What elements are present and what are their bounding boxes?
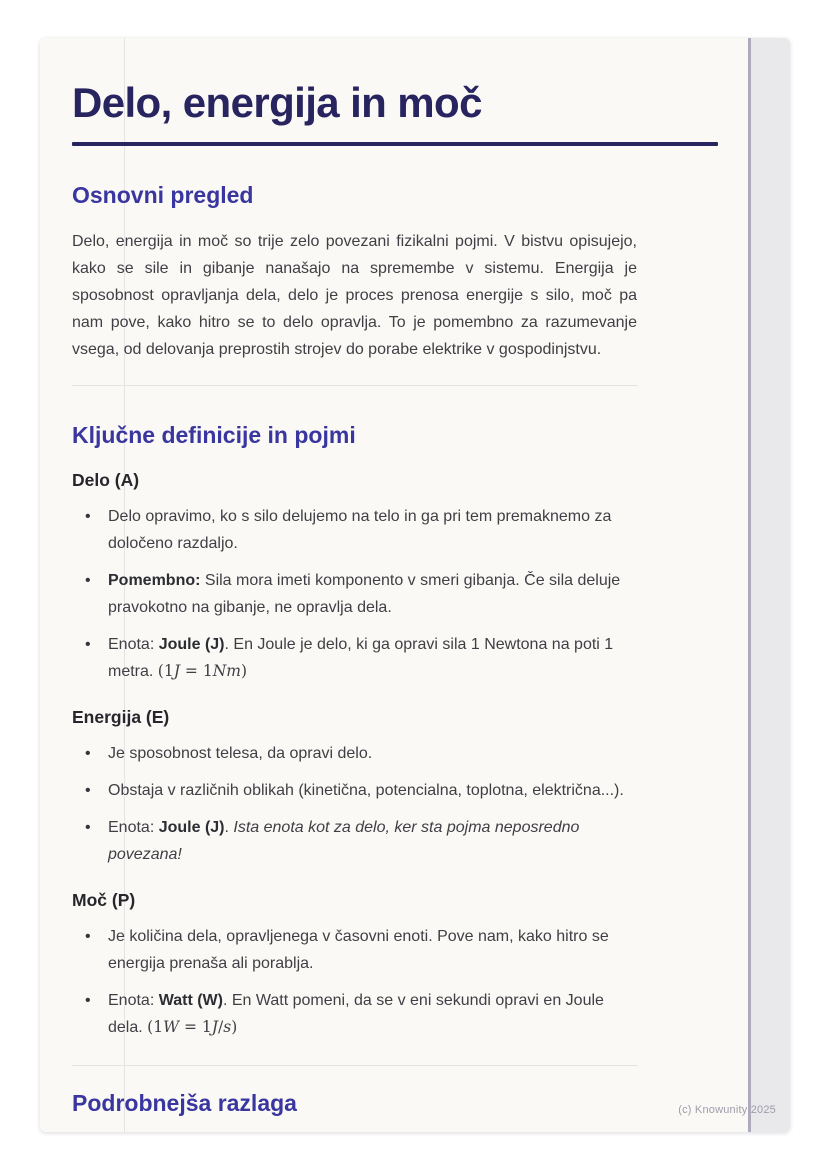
document-content	[40, 38, 790, 1117]
copyright-footer: (c) Knowunity 2025	[678, 1104, 776, 1116]
list-item	[84, 777, 629, 804]
text-segment: (1W = 1J/s)	[147, 1018, 238, 1037]
document-title: Delo, energija in moč	[72, 79, 482, 126]
section-heading-details: Podrobnejša razlaga	[72, 1090, 297, 1117]
text-segment: Je količina dela, opravljenega v časovni enoti. Pove nam, kako hitro se energija prenaša ali porablja.	[108, 928, 609, 973]
section-heading-overview: Osnovni pregled	[72, 181, 254, 208]
text-segment: Enota:	[108, 992, 159, 1010]
text-segment: Enota:	[108, 636, 159, 654]
section-heading-definitions: Ključne definicije in pojmi	[72, 421, 356, 448]
subheading-delo: Delo (A)	[72, 470, 140, 491]
text-segment: Je sposobnost telesa, da opravi delo.	[108, 745, 373, 763]
text-segment: Joule (J)	[158, 636, 225, 654]
document-page	[40, 38, 790, 1132]
list-item	[84, 503, 629, 557]
text-segment: .	[224, 819, 234, 837]
subheading-energija: Energija (E)	[72, 707, 170, 728]
section-divider	[72, 1065, 638, 1066]
list-item	[84, 814, 629, 868]
text-segment: Watt (W)	[158, 992, 223, 1010]
text-segment: Joule (J)	[158, 819, 225, 837]
text-segment: Delo opravimo, ko s silo delujemo na telo in ga pri tem premaknemo za določeno razdaljo.	[108, 508, 612, 553]
text-segment: Sila mora imeti komponento v smeri gibanja. Če sila deluje pravokotno na gibanje, ne opravlja dela.	[108, 572, 621, 617]
text-segment: . En Watt pomeni, da se v eni sekundi opravi en Joule dela.	[108, 992, 604, 1037]
list-item	[84, 631, 629, 685]
text-segment: (1J = 1Nm)	[157, 662, 248, 681]
bullet-list-energija	[72, 740, 629, 868]
list-item	[84, 987, 629, 1041]
section-divider	[72, 385, 638, 386]
list-item	[84, 567, 629, 621]
text-segment: . En Joule je delo, ki ga opravi sila 1 Newtona na poti 1 metra.	[108, 636, 614, 681]
text-segment: Ista enota kot za delo, ker sta pojma neposredno povezana!	[108, 819, 580, 864]
text-segment: Obstaja v različnih oblikah (kinetična, potencialna, toplotna, električna...).	[108, 782, 624, 800]
overview-paragraph: Delo, energija in moč so trije zelo povezani fizikalni pojmi. V bistvu opisujejo, kako se sile in gibanje nanašajo na spremembe v sistemu. Energija je sposobnost opravljanja dela, delo je proces prenosa energije s silo, moč pa nam pove, kako hitro se to delo opravlja. To je pomembno za razumevanje vsega, od delovanja preprostih strojev do porabe elektrike v gospodinjstvu.	[72, 232, 637, 358]
list-item	[84, 740, 629, 767]
bullet-list-moc	[72, 923, 629, 1041]
list-item	[84, 923, 629, 977]
bullet-list-delo	[72, 503, 629, 685]
title-rule	[72, 142, 718, 146]
subheading-moc: Moč (P)	[72, 890, 136, 911]
text-segment: Pomembno:	[108, 572, 201, 590]
text-segment: Enota:	[108, 819, 159, 837]
